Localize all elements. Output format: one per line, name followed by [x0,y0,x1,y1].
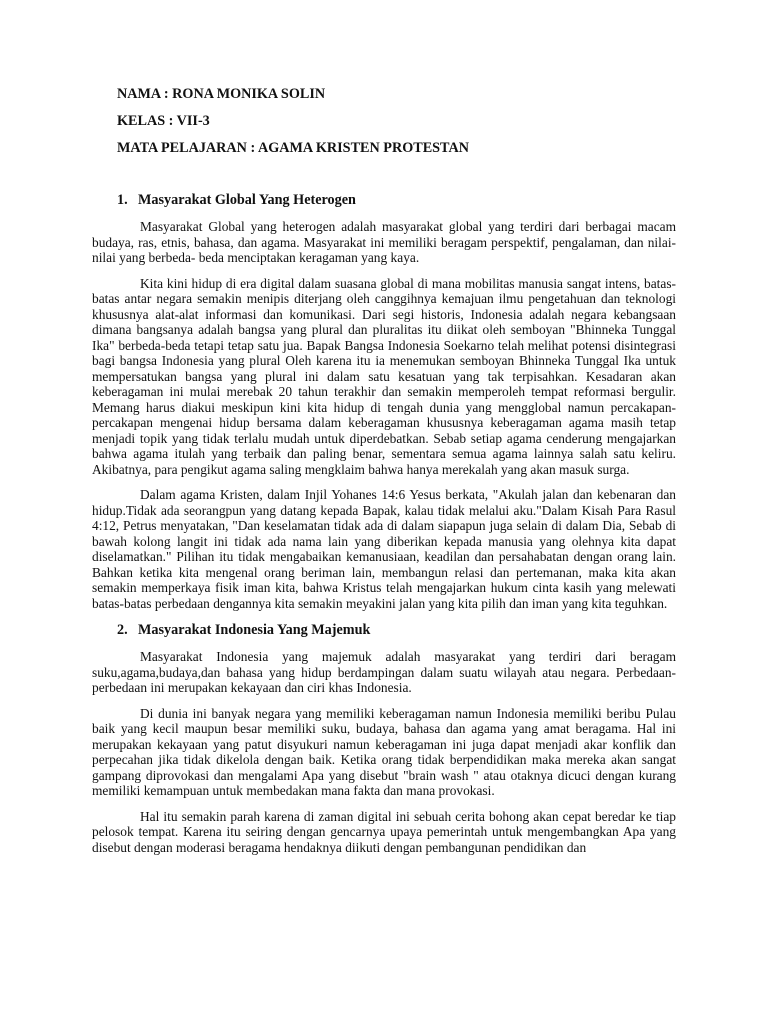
paragraph: Dalam agama Kristen, dalam Injil Yohanes 14:6 Yesus berkata, "Akulah jalan dan kebenaran dan hidup.Tidak ada seorangpun yang datang kepada Bapak, kalau tidak melalui aku."Dalam Kisah Para Rasul 4:12, Petrus menyatakan, "Dan keselamatan tidak ada di dalam siapapun juga selain di dalam Dia, Sebab di bawah kolong langit ini tidak ada nama lain yang diberikan kepada manusia yang olehnya kita dapat diselamatkan." Pilihan itu tidak mengabaikan kemanusiaan, keadilan dan persahabatan dengan orang lain. Bahkan ketika kita mengenal orang beriman lain, membangun relasi dan pertemanan, maka kita akan semakin memperkaya fisik iman kita, bahwa Kristus telah mengajarkan hukum cinta kasih yang melewati batas-batas perbedaan dengannya kita semakin meyakini jalan yang kita pilih dan iman yang kita teguhkan. [92,487,676,611]
document-body [92,192,676,855]
section-2-heading [92,622,676,639]
paragraph: Masyarakat Global yang heterogen adalah masyarakat global yang terdiri dari berbagai macam budaya, ras, etnis, bahasa, dan agama. Masyarakat ini memiliki beragam perspektif, pengalaman, dan nilai-nilai yang berbeda- beda menciptakan keragaman yang kaya. [92,219,676,265]
section-1-number: 1. [117,192,128,208]
section-2-title: Masyarakat Indonesia Yang Majemuk [138,622,371,638]
student-class: KELAS : VII-3 [117,113,210,129]
paragraph: Kita kini hidup di era digital dalam suasana global di mana mobilitas manusia sangat intens, batas-batas antar negara semakin menipis diterjang oleh canggihnya kemajuan ilmu pengetahuan dan teknologi khususnya alat-alat informasi dan komunikasi. Dari segi historis, Indonesia adalah negara kebangsaan dimana bangsanya adalah bangsa yang plural dan pluralitas itu diikat oleh semboyan "Bhinneka Tunggal Ika" berbeda-beda tetapi tetap satu jua. Bapak Bangsa Indonesia Soekarno telah melihat potensi disintegrasi bagi bangsa Indonesia yang plural Oleh karena itu ia menemukan semboyan Bhinneka Tunggal Ika untuk mempersatukan bangsa yang plural ini dalam satu kesatuan yang tak terpisahkan. Kesadaran akan keberagaman ini mulai merebak 20 tahun terakhir dan semakin memperoleh tempat reformasi bergulir. Memang harus diakui meskipun kini kita hidup di tengah dunia yang mengglobal namun percakapan-percakapan mengenai hidup bersama dalam keberagaman khususnya keberagaman agama masih tetap menjadi topik yang tidak terlalu mudah untuk diperdebatkan. Sebab setiap agama cenderung mengajarkan bahwa agama itulah yang terbaik dan paling benar, sementara semua agama lainnya salah satu keliru. Akibatnya, para pengikut agama saling mengklaim bahwa hanya merekalah yang akan masuk surga. [92,275,676,477]
section-2-number: 2. [117,622,128,638]
section-1-title: Masyarakat Global Yang Heterogen [138,192,356,208]
paragraph: Di dunia ini banyak negara yang memiliki keberagaman namun Indonesia memiliki beribu Pulau baik yang kecil maupun besar memiliki suku, budaya, bahasa dan agama yang amat beragama. Hal ini merupakan kekayaan yang patut disyukuri namun keberagaman ini juga dapat menjadi akar konflik dan perpecahan jika tidak dikelola dengan baik. Ketika orang tidak berpendidikan maka mereka akan sangat gampang diprovokasi dan mengalami Apa yang disebut "brain wash " atau otaknya dicuci dengan kurang memiliki kemampuan untuk membedakan mana fakta dan mana provokasi. [92,705,676,798]
document-header [117,86,677,167]
paragraph: Masyarakat Indonesia yang majemuk adalah masyarakat yang terdiri dari beragam suku,agama,budaya,dan bahasa yang hidup berdampingan dalam suatu wilayah atau negara. Perbedaan-perbedaan ini merupakan kekayaan dan ciri khas Indonesia. [92,649,676,695]
subject-line: MATA PELAJARAN : AGAMA KRISTEN PROTESTAN [117,140,469,156]
section-1-heading [92,192,676,209]
paragraph: Hal itu semakin parah karena di zaman digital ini sebuah cerita bohong akan cepat beredar ke tiap pelosok tempat. Karena itu seiring dengan gencarnya upaya pemerintah untuk mengembangkan Apa yang disebut dengan moderasi beragama hendaknya diikuti dengan pembangunan pendidikan dan [92,808,676,855]
student-name: NAMA : RONA MONIKA SOLIN [117,86,326,102]
